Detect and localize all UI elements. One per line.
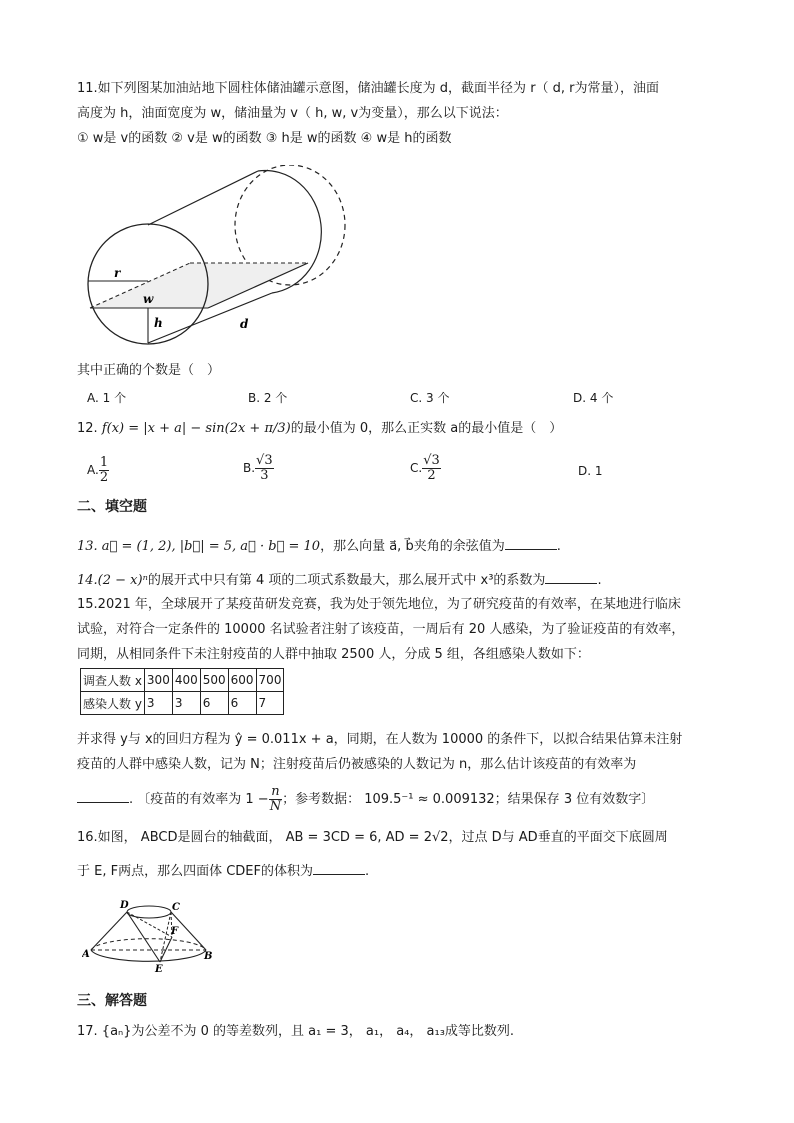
q12-number: 12. bbox=[77, 421, 98, 436]
q12-option-c: C. $\frac{√3}{2}$ bbox=[410, 453, 440, 483]
q12-text: 的最小值为 0，那么正实数 a的最小值是（ ） bbox=[290, 421, 563, 436]
q15-line4: 并求得 y与 x的回归方程为 ŷ = 0.011x + a，同期，在人数为 10000 的条件下，以拟合结果估算未注射 bbox=[77, 732, 683, 747]
label-C: C bbox=[172, 902, 180, 913]
q16-line2: 于 E, F两点，那么四面体 CDEF的体积为 . bbox=[77, 864, 370, 879]
q12-line bbox=[77, 420, 562, 438]
label-E: E bbox=[155, 964, 163, 975]
q15-line6: . 〔疫苗的有效率为 1 − $\frac{n}{N}$ ；参考数据： 109.5⁻¹ ≈ 0.009132；结果保存 3 位有效数字〕 bbox=[77, 785, 654, 814]
table-cell: 6 bbox=[200, 692, 228, 715]
table-row-label: 感染人数 y bbox=[81, 692, 145, 715]
q11-option-d: D. 4 个 bbox=[573, 391, 614, 405]
table-cell: 400 bbox=[172, 669, 200, 692]
q14-answer-blank bbox=[545, 571, 597, 584]
q13-expression: 13. a⃗ = (1, 2), |b⃗| = 5, a⃗ · b⃗ = 10 bbox=[77, 539, 321, 554]
label-w: w bbox=[143, 292, 154, 306]
label-B: B bbox=[204, 951, 213, 962]
cylinder-tank-figure bbox=[80, 165, 355, 350]
q15-data-table bbox=[80, 668, 284, 715]
table-cell: 7 bbox=[256, 692, 284, 715]
table-cell: 500 bbox=[200, 669, 228, 692]
section-solution-title: 三、解答题 bbox=[77, 993, 147, 1009]
table-cell: 3 bbox=[144, 692, 172, 715]
q12-option-a: A. $\frac{1}{2}$ bbox=[87, 455, 109, 485]
q17-line: 17. {aₙ}为公差不为 0 的等差数列，且 a₁ = 3， a₁， a₄， a₁₃成等比数列. bbox=[77, 1024, 515, 1039]
frustum-figure bbox=[82, 895, 217, 975]
q12-function: f(x) = |x + a| − sin(2x + π/3) bbox=[101, 421, 291, 436]
q13-answer-blank bbox=[505, 537, 557, 550]
section-fill-in-title: 二、填空题 bbox=[77, 499, 147, 515]
q11-line1: 11.如下列图某加油站地下圆柱体储油罐示意图，储油罐长度为 d，截面半径为 r（ d, r为常量），油面 bbox=[77, 81, 660, 96]
q15-line5: 疫苗的人群中感染人数，记为 N；注射疫苗后仍被感染的人数记为 n，那么估计该疫苗的有效率为 bbox=[77, 757, 637, 772]
q15-line2: 试验，对符合一定条件的 10000 名试验者注射了该疫苗，一周后有 20 人感染，为了验证疫苗的有效率， bbox=[77, 622, 685, 637]
q11-option-a: A. 1 个 bbox=[87, 391, 127, 405]
label-A: A bbox=[82, 949, 90, 960]
label-r: r bbox=[114, 266, 121, 280]
label-h: h bbox=[154, 316, 163, 330]
q11-option-c: C. 3 个 bbox=[410, 391, 450, 405]
label-d: d bbox=[240, 317, 249, 331]
q11-line2: 高度为 h，油面宽度为 w，储油量为 v（ h, w, v为变量），那么以下说法： bbox=[77, 106, 508, 121]
q16-answer-blank bbox=[313, 862, 365, 875]
q11-stem: 其中正确的个数是（ ） bbox=[77, 363, 221, 378]
q14-expression: 14.(2 − x)ⁿ bbox=[77, 573, 148, 588]
q14-text: 的展开式中只有第 4 项的二项式系数最大，那么展开式中 x³的系数为 bbox=[147, 573, 546, 588]
q11-line3: ① w是 v的函数 ② v是 w的函数 ③ h是 w的函数 ④ w是 h的函数 bbox=[77, 131, 452, 146]
q16-line1: 16.如图， ABCD是圆台的轴截面， AB = 3CD = 6, AD = 2√2，过点 D与 AD垂直的平面交下底圆周 bbox=[77, 830, 668, 845]
label-F: F bbox=[171, 926, 179, 937]
table-cell: 3 bbox=[172, 692, 200, 715]
q13-line: 13. a⃗ = (1, 2), |b⃗| = 5, a⃗ · b⃗ = 10，那么向量 a⃗, b⃗夹角的余弦值为 . bbox=[77, 539, 561, 554]
q15-line3: 同期，从相同条件下未注射疫苗的人群中抽取 2500 人，分成 5 组，各组感染人数如下： bbox=[77, 647, 590, 662]
table-row-label: 调查人数 x bbox=[81, 669, 145, 692]
table-cell: 600 bbox=[228, 669, 256, 692]
table-cell: 6 bbox=[228, 692, 256, 715]
q15-line1: 15.2021 年，全球展开了某疫苗研发竞赛，我为处于领先地位，为了研究疫苗的有效率，在某地进行临床 bbox=[77, 597, 681, 612]
table-row bbox=[81, 669, 284, 692]
q12-option-d: D. 1 bbox=[578, 464, 603, 478]
q11-option-b: B. 2 个 bbox=[248, 391, 288, 405]
table-cell: 300 bbox=[144, 669, 172, 692]
table-cell: 700 bbox=[256, 669, 284, 692]
q14-line: 14.(2 − x)ⁿ的展开式中只有第 4 项的二项式系数最大，那么展开式中 x³的系数为 . bbox=[77, 573, 602, 588]
q15-answer-blank bbox=[77, 790, 129, 803]
q13-text: ，那么向量 a⃗, b⃗夹角的余弦值为 bbox=[320, 539, 505, 554]
q12-option-b: B. $\frac{√3}{3}$ bbox=[243, 453, 273, 483]
label-D: D bbox=[120, 900, 129, 911]
table-row bbox=[81, 692, 284, 715]
